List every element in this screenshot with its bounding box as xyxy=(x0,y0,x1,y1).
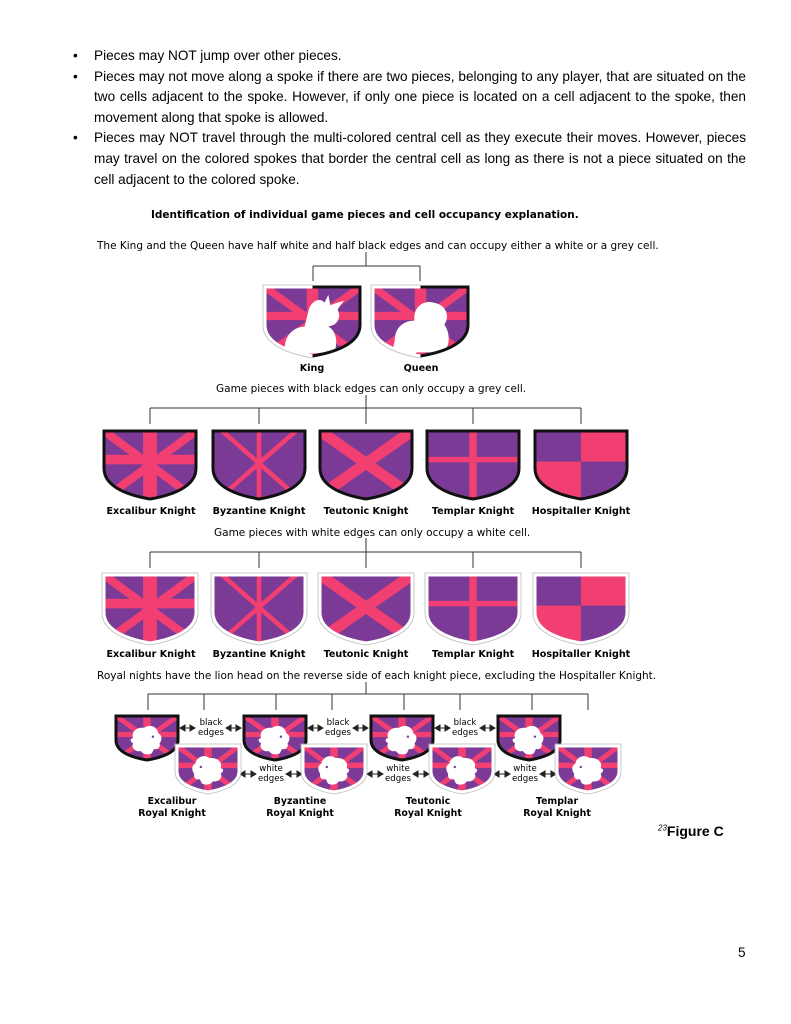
game-piece-shield xyxy=(244,716,306,760)
game-piece-shield xyxy=(498,716,560,760)
game-piece-shield xyxy=(116,716,178,760)
game-piece-shield xyxy=(213,431,305,499)
black-knight-label: Excalibur Knight xyxy=(106,506,196,517)
footnote-ref: 23 xyxy=(658,823,667,833)
white-edges-note: white edges xyxy=(512,764,538,784)
white-knight-label: Hospitaller Knight xyxy=(531,649,631,660)
white-edges-caption: Game pieces with white edges can only occupy a white cell. xyxy=(214,527,531,539)
black-knight-label: Teutonic Knight xyxy=(323,506,409,517)
bullet-text: Pieces may not move along a spoke if there are two pieces, belonging to any player, that are situated on the two cells adjacent to the spoke. However, if only one piece is located on a cell adjacent to the spoke, then movement along that spoke is allowed. xyxy=(94,68,746,125)
game-piece-shield xyxy=(102,573,198,645)
lion-caption: Royal nights have the lion head on the reverse side of each knight piece, excluding the Hospitaller Knight. xyxy=(97,670,657,682)
white-knight-label: Teutonic Knight xyxy=(323,649,409,660)
game-piece-shield xyxy=(555,744,621,794)
double-arrow-icon xyxy=(308,725,323,731)
white-knight-label: Excalibur Knight xyxy=(106,649,196,660)
bullet-item: • Pieces may not move along a spoke if there are two pieces, belonging to any player, that are situated on the two cells adjacent to the spoke. However, if only one piece is located on a cell adjacent to the spoke, then movement along that spoke is allowed. xyxy=(73,68,746,125)
double-arrow-icon xyxy=(240,771,256,777)
black-knight-label: Hospitaller Knight xyxy=(531,506,631,517)
game-piece-shield xyxy=(175,744,241,794)
king-label: King xyxy=(299,363,325,374)
bullet-item: • Pieces may NOT travel through the multi-colored central cell as they execute their moves. However, pieces may travel on the colored spokes that border the central cell as long as there is not a piece situated on the cell adjacent to the colored spoke. xyxy=(73,130,746,187)
queen-label: Queen xyxy=(403,363,439,374)
game-piece-shield xyxy=(263,285,362,362)
double-arrow-icon xyxy=(367,771,383,777)
game-piece-shield xyxy=(429,744,495,794)
white-knight-label: Templar Knight xyxy=(431,649,515,660)
black-edges-note: black edges xyxy=(198,718,224,738)
bullet-text: Pieces may NOT jump over other pieces. xyxy=(94,48,342,63)
bullet-item: • Pieces may NOT jump over other pieces. xyxy=(73,48,342,63)
double-arrow-icon xyxy=(413,771,429,777)
royal-knight-label: Byzantine Royal Knight xyxy=(266,796,334,819)
royal-caption: The King and the Queen have half white and half black edges and can occupy either a white or a grey cell. xyxy=(97,240,659,252)
black-knight-label: Byzantine Knight xyxy=(212,506,306,517)
double-arrow-icon xyxy=(180,725,195,731)
game-piece-shield xyxy=(427,431,519,499)
double-arrow-icon xyxy=(435,725,450,731)
game-piece-shield xyxy=(104,431,196,499)
figure-label: Figure C xyxy=(666,823,724,839)
game-piece-shield xyxy=(320,431,412,499)
double-arrow-icon xyxy=(226,725,241,731)
double-arrow-icon xyxy=(494,771,510,777)
royal-knight-label: Excalibur Royal Knight xyxy=(138,796,206,819)
game-piece-shield xyxy=(533,573,629,645)
royal-knight-label: Templar Royal Knight xyxy=(523,796,591,819)
page-number: 5 xyxy=(738,945,746,960)
double-arrow-icon xyxy=(286,771,302,777)
white-edges-note: white edges xyxy=(258,764,284,784)
game-piece-shield xyxy=(425,573,521,645)
double-arrow-icon xyxy=(480,725,495,731)
figure-caption xyxy=(658,823,724,839)
game-piece-shield xyxy=(371,716,433,760)
bullet-text: Pieces may NOT travel through the multi-colored central cell as they execute their moves. However, pieces may travel on the colored spokes that border the central cell as long as there is not a piece situated on the cell adjacent to the colored spoke. xyxy=(94,130,746,187)
game-piece-shield xyxy=(371,285,470,360)
royal-knight-label: Teutonic Royal Knight xyxy=(394,796,462,819)
black-knight-label: Templar Knight xyxy=(431,506,515,517)
white-edges-note: white edges xyxy=(385,764,411,784)
game-piece-shield xyxy=(301,744,367,794)
game-piece-shield xyxy=(535,431,627,499)
game-piece-shield xyxy=(211,573,307,645)
black-edges-note: black edges xyxy=(325,718,351,738)
white-knight-label: Byzantine Knight xyxy=(212,649,306,660)
game-piece-shield xyxy=(318,573,414,645)
double-arrow-icon xyxy=(353,725,368,731)
black-edges-note: black edges xyxy=(452,718,478,738)
figure-title: Identification of individual game pieces and cell occupancy explanation. xyxy=(151,209,579,221)
black-edges-caption: Game pieces with black edges can only occupy a grey cell. xyxy=(216,383,527,395)
double-arrow-icon xyxy=(540,771,556,777)
